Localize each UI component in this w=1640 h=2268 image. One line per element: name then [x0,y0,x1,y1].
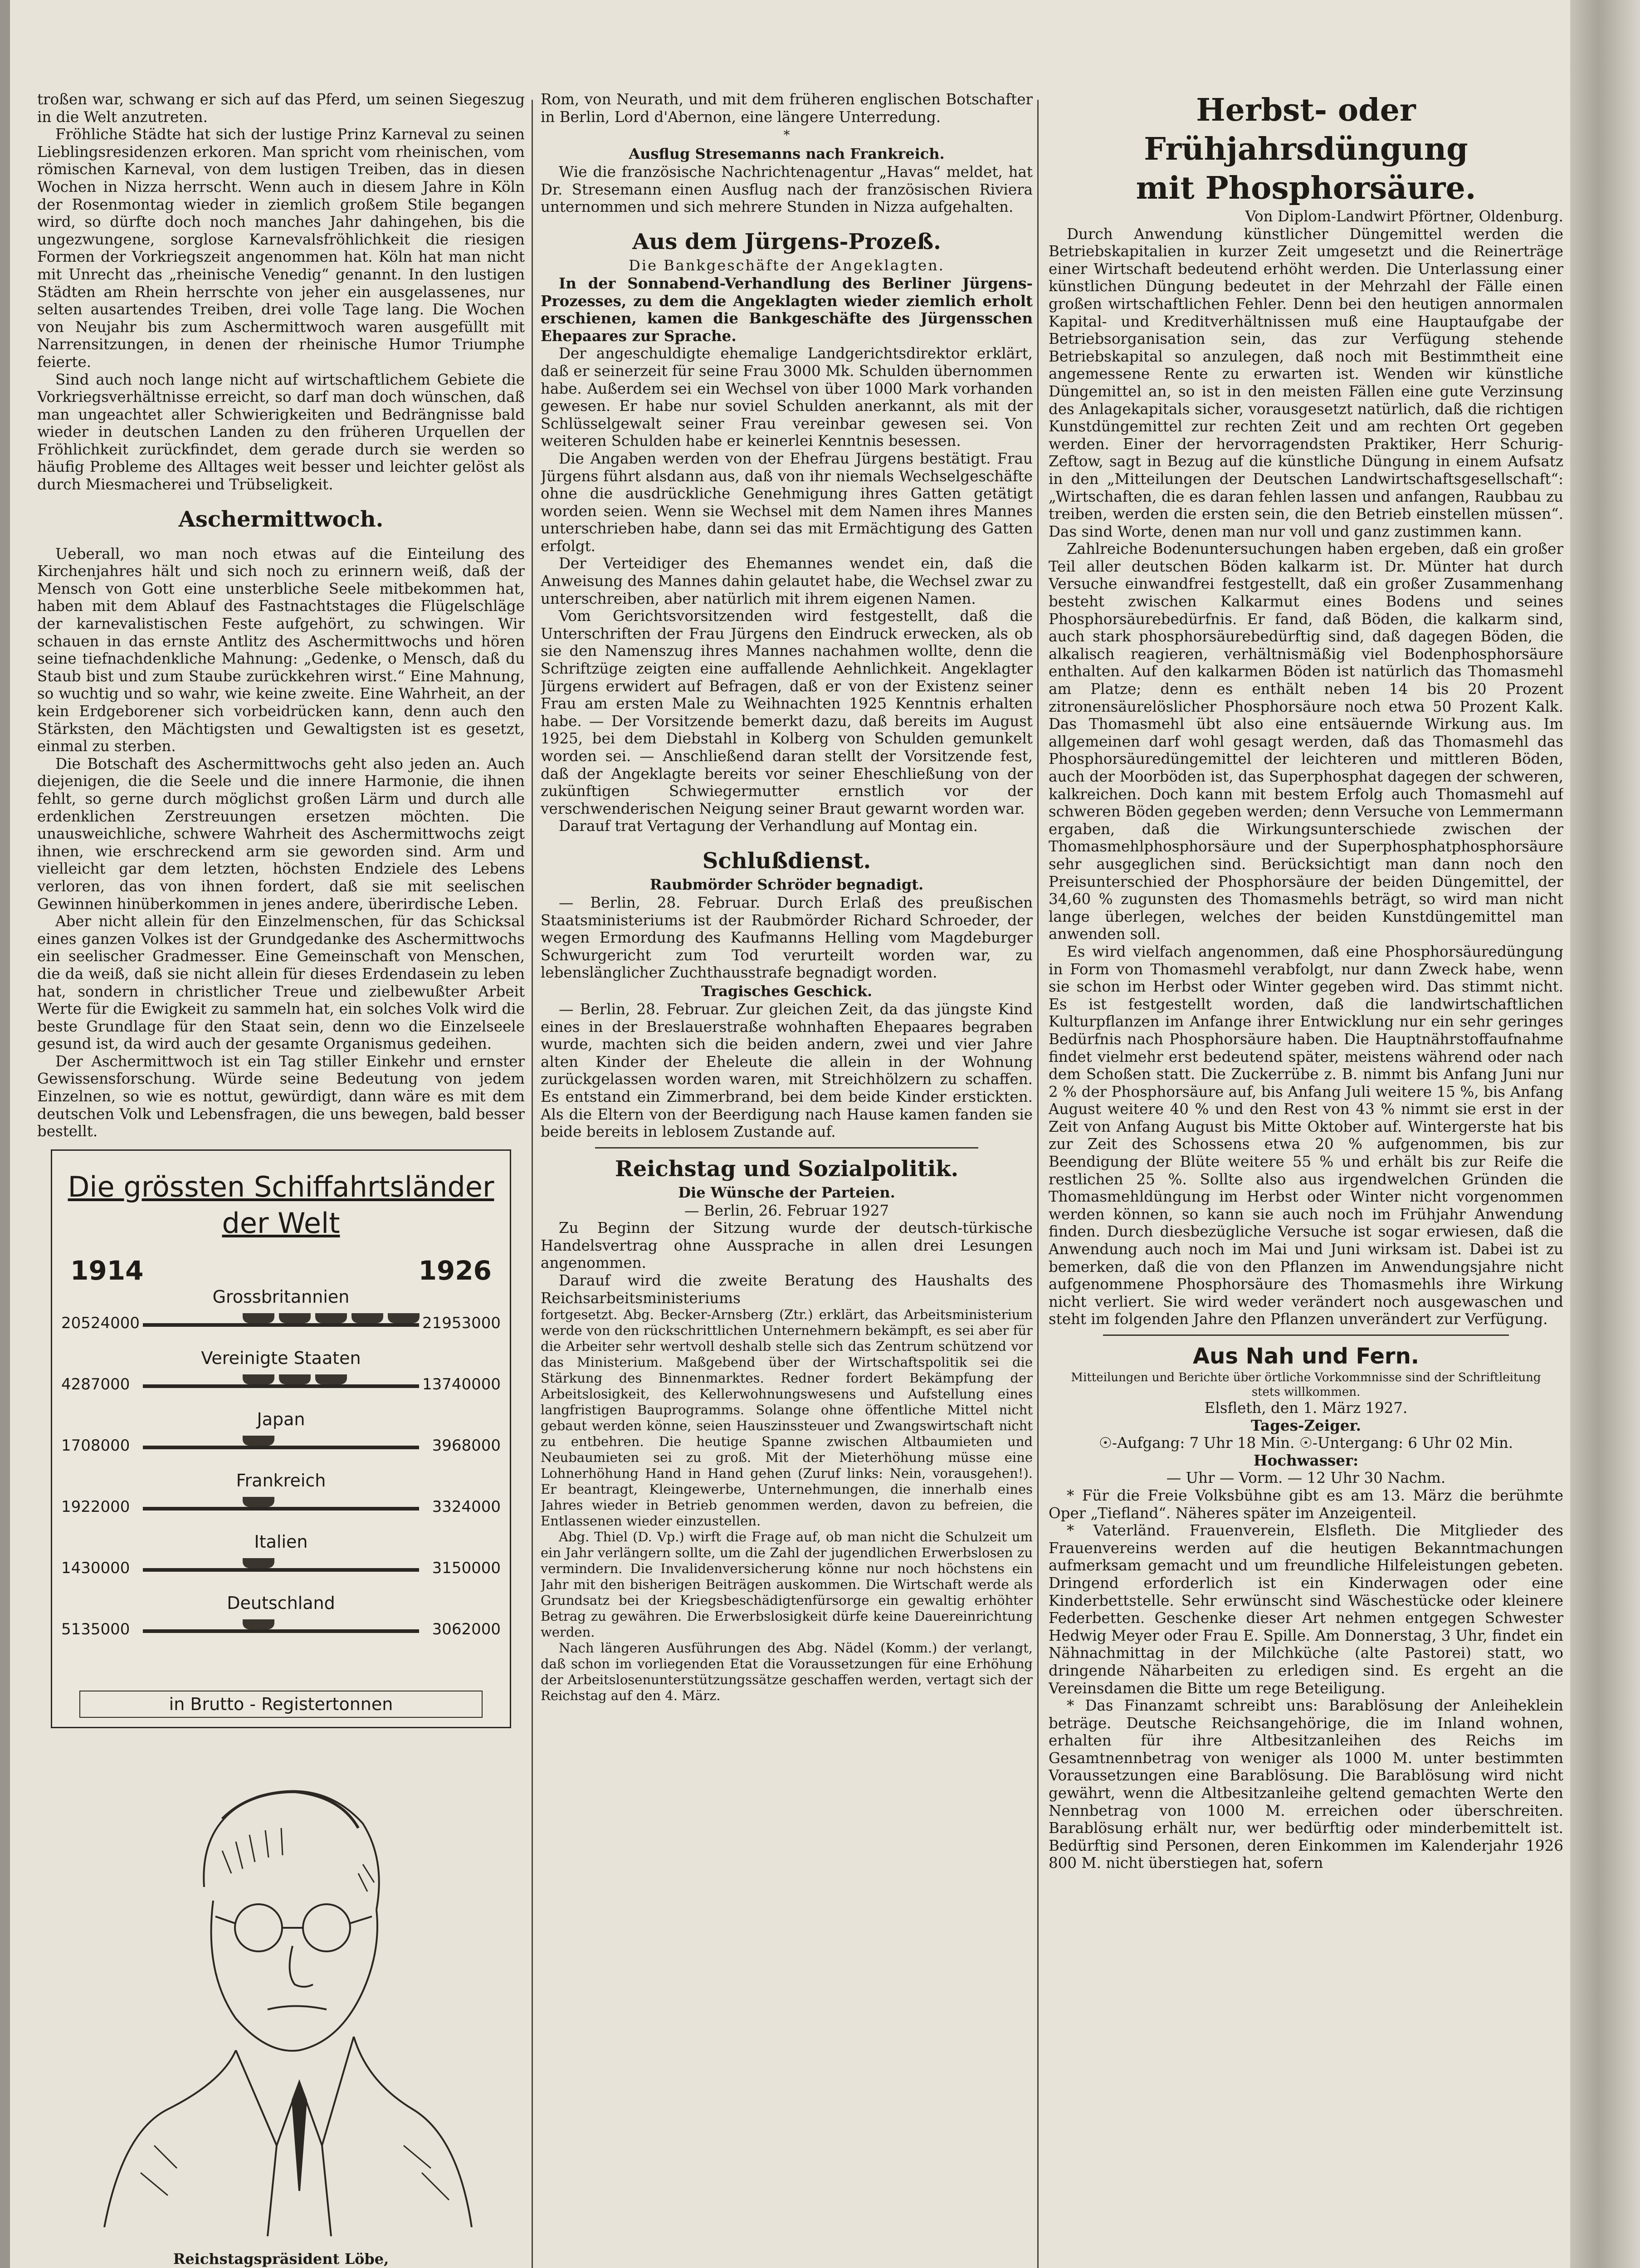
ship-icon [243,1313,274,1323]
ship-icon [243,1558,274,1568]
paragraph: Der Verteidiger des Ehemannes wendet ein, daß die Anweisung des Mannes dahin gelautet habe, die Wechsel zwar zu unterschreiben, aber natürlich mit ihrem eigenen Namen. [541,555,1033,607]
infographic-value-1926: 13740000 [422,1375,501,1393]
infographic-title [52,1169,510,1242]
column-rule [532,100,533,2268]
page-right-edge [1570,0,1640,2268]
newspaper-page [10,0,1570,2268]
paragraph: — Berlin, 28. Februar. Zur gleichen Zeit, da das jüngste Kind eines in der Breslauerstraße wohnhaften Ehepaares begraben wurde, machten sich die beiden andern, zwei und vier Jahre alten Kinder der Eheleute die allein in der Wohnung zurückgelassen worden waren, mit Streichhölzern zu schaffen. Es entstand ein Zimmerbrand, bei dem beide Kinder erstickten. Als die Eltern von der Beerdigung nach Hause kamen fanden sie beide bereits in leblosem Zustande auf. [541,1000,1033,1141]
paragraph: Rom, von Neurath, und mit dem früheren englischen Botschafter in Berlin, Lord d'Abernon, eine längere Unterredung. [541,91,1033,126]
paragraph: Wie die französische Nachrichtenagentur „Havas“ meldet, hat Dr. Stresemann einen Ausflug nach der französischen Riviera unternommen und sich mehrere Stunden in Nizza aufgehalten. [541,163,1033,216]
infographic-value-1914: 1708000 [61,1436,130,1455]
hochwasser-times: — Uhr — Vorm. — 12 Uhr 30 Nachm. [1166,1469,1446,1487]
infographic-waterline [143,1323,419,1327]
ship-icon [388,1313,420,1323]
paragraph: Darauf wird die zweite Beratung des Haushalts des Reichsarbeitsministeriums [541,1272,1033,1307]
separator-mark: * [783,127,790,143]
divider [1103,1334,1509,1336]
infographic-country-name: Italien [254,1531,308,1552]
paragraph: — Berlin, 28. Februar. Durch Erlaß des preußischen Staatsministeriums ist der Raubmörder Richard Schroeder, der wegen Ermordung des Kaufmanns Helling vom Magdeburger Schwurgericht zum Tod verurteilt worden war, zu lebenslänglicher Zuchthausstrafe begnadigt worden. [541,894,1033,982]
infographic-value-1926: 21953000 [422,1314,501,1332]
ship-icon [243,1436,274,1446]
tages-zeiger-heading: Tages-Zeiger. [1251,1416,1361,1434]
paragraph: Die Angaben werden von der Ehefrau Jürgens bestätigt. Frau Jürgens führt alsdann aus, daß von ihr niemals Wechselgeschäfte ohne die ausdrückliche Genehmigung ihres Gatten getätigt worden seien. Wenn sie Wechsel mit dem Namen ihres Mannes unterschrieben habe, dann sei das mit Ermächtigung des Gatten erfolgt. [541,450,1033,555]
ship-icon [315,1313,347,1323]
headline-schlussdienst: Schlußdienst. [702,848,871,874]
infographic-waterline [143,1507,419,1510]
lead-paragraph: In der Sonnabend-Verhandlung des Berliner Jürgens-Prozesses, zu dem die Angeklagten wieder ziemlich erholt erschienen, kamen die Bankgeschäfte des Jürgensschen Ehepaares zur Sprache. [541,274,1033,345]
infographic-waterline [143,1384,419,1388]
paragraph: Sind auch noch lange nicht auf wirtschaftlichem Gebiete die Vorkriegsverhältnisse erreicht, so darf man doch wünschen, daß man ungeachtet aller Schwierigkeiten und Bedrängnisse bald wieder in deutschen Landen zu den früheren Urquellen der Fröhlichkeit zurückfindet, dem gerade durch sie werden so häufig Probleme des Alltages weit besser und leichter gelöst als durch Miesmacherei und Trübseligkeit. [37,371,525,494]
infographic-value-1914: 1430000 [61,1559,130,1577]
paragraph: Ueberall, wo man noch etwas auf die Einteilung des Kirchenjahres hält und sich noch zu erinnern weiß, daß der Mensch von Gott eine unsterbliche Seele mitbekommen hat, haben mit dem Ablauf des Fastnachtstages die Flügelschläge der karnevalistischen Feste aufgehört, zu schwingen. Wir schauen in das ernste Antlitz des Aschermittwochs und hören seine tiefnachdenkliche Mahnung: „Gedenke, o Mensch, daß du Staub bist und zum Staube zurückkehren wirst.“ Eine Mahnung, so wuchtig und so wahr, wie keine zweite. Eine Wahrheit, an der kein Erdgeborener sich vorbeidrücken kann, denn auch den Stärksten, den Mächtigsten und Gewaltigsten ist es gesetzt, einmal zu sterben. [37,545,525,755]
paragraph: Darauf trat Vertagung der Verhandlung auf Montag ein. [559,817,978,835]
infographic-row [61,1471,501,1525]
headline-aschermittwoch: Aschermittwoch. [178,506,384,532]
paragraph: Der Aschermittwoch ist ein Tag stiller Einkehr und ernster Gewissensforschung. Würde seine Bedeutung von jedem Einzelnen, so wie es nottut, gewürdigt, dann wäre es mit dem deutschen Volk und Lebensfragen, die uns bewegen, bald besser bestellt. [37,1052,525,1140]
infographic-row [61,1409,501,1464]
paragraph: Nach längeren Ausführungen des Abg. Nädel (Komm.) der verlangt, daß schon im vorliegenden Etat die Voraussetzungen für eine Erhöhung der Arbeitslosenunterstützungssätze geschaffen werden, vertagt sich der Reichstag auf den 4. März. [541,1640,1033,1704]
infographic-country-name: Grossbritannien [212,1286,350,1307]
infographic-value-1914: 5135000 [61,1620,130,1638]
year-left: 1914 [70,1255,144,1286]
headline-raubmoerder: Raubmörder Schröder begnadigt. [649,875,924,893]
infographic-waterline [143,1568,419,1572]
year-right: 1926 [418,1255,492,1286]
column-1 [37,91,525,2268]
portrait-drawing [86,1737,476,2245]
subheadline-reichstag: Die Wünsche der Parteien. [678,1183,895,1201]
ship-icon [243,1497,274,1507]
paragraph: * Vaterländ. Frauenverein, Elsfleth. Die Mitglieder des Frauenvereins werden auf die heutigen Bekanntmachungen aufmerksam gemacht und um freundliche Hilfeleistungen gebeten. Dringend erforderlich ist ein Kinderwagen oder eine Kinderbettstelle. Sehr erwünscht sind Wäschestücke oder kleinere Federbetten. Geschenke dieser Art nehmen entgegen Schwester Hedwig Meyer oder Frau E. Spille. Am Donnerstag, 3 Uhr, findet ein Nähnachmittag in der Milchküche (alte Pastorei) statt, wo dringende Näharbeiten zu erledigen sind. Es ergeht an die Vereinsdamen die Bitte um rege Beteiligung. [1049,1522,1563,1697]
paragraph: Der angeschuldigte ehemalige Landgerichtsdirektor erklärt, daß er seinerzeit für seine Frau 3000 Mk. Schulden übernommen habe. Außerdem sei ein Wechsel von über 1000 Mark vorhanden gewesen. Er habe nur soviel Schulden anerkannt, als mit der Schlüsselgewalt seiner Frau vereinbar gewesen sei. Von weiteren Schulden habe er keinerlei Kenntnis besessen. [541,345,1033,450]
headline-duengung-line1: Herbst- oder Frühjahrsdüngung [1144,92,1468,167]
infographic-footer: in Brutto - Registertonnen [79,1691,483,1718]
infographic-value-1926: 3150000 [432,1559,501,1577]
infographic-country-name: Deutschland [227,1593,335,1613]
infographic-value-1914: 20524000 [61,1314,140,1332]
headline-reichstag: Reichstag und Sozialpolitik. [615,1156,959,1182]
dateline: Elsfleth, den 1. März 1927. [1204,1399,1408,1417]
infographic-country-name: Frankreich [236,1470,326,1491]
paragraph: troßen war, schwang er sich auf das Pferd, um seinen Siegeszug in die Welt anzutreten. [37,91,525,126]
column-2 [541,91,1033,2268]
infographic-value-1926: 3968000 [432,1436,501,1455]
ship-icon [279,1374,311,1384]
portrait-illustration [86,1737,476,2245]
page-binding-edge [0,0,10,2268]
headline-juergens: Aus dem Jürgens-Prozeß. [632,229,941,254]
paragraph: fortgesetzt. Abg. Becker-Arnsberg (Ztr.) erklärt, das Arbeitsministerium werde von den rückschrittlichen Unternehmern bekämpft, es sei aber für die Arbeiter sehr wertvoll deshalb stelle sich das Zentrum schützend vor das Ministerium. Maßgebend über der Wirtschaftspolitik sei die Stärkung des Binnenmarktes. Redner fordert Bekämpfung der Arbeitslosigkeit, des Kellerwohnungswesens und Aufstellung eines langfristigen Bauprogramms. Solange ohne öffentliche Mittel nicht gebaut werden könne, seien Hauszinssteuer und Zwangswirtschaft nicht zu entbehren. Die heutige Spanne zwischen Altbaumieten und Neubaumieten sei zu groß. Mit der Mieterhöhung müsse eine Lohnerhöhung Hand in Hand gehen (Zuruf links: Nein, vorausgehen!). Er beantragt, Kleingewerbe, Unternehmungen, die innerhalb eines Jahres wieder in Betrieb genommen werden, davon zu befreien, die Entlassenen wieder einzustellen. [541,1307,1033,1529]
sun-times: ☉-Aufgang: 7 Uhr 18 Min. ☉-Untergang: 6 Uhr 02 Min. [1098,1434,1513,1452]
paragraph: Durch Anwendung künstlicher Düngemittel werden die Betriebskapitalien in kurzer Zeit umgesetzt und die Reinerträge einer Wirtschaft bedeutend erhöht werden. Die Unterlassung einer künstlichen Düngung bedeutet in der Mehrzahl der Fälle einen großen wirtschaftlichen Fehler. Denn bei den heutigen annormalen Kapital- und Kreditverhältnissen muß eine Hauptaufgabe der Betriebsorganisation sein, das zur Verfügung stehende Betriebskapital so anzulegen, daß noch mit Bestimmtheit eine angemessene Rente zu erwarten ist. Wenden wir künstliche Düngemittel an, so ist in den meisten Fällen eine gute Verzinsung des Anlagekapitals sicher, vorausgesetzt natürlich, daß die richtigen Kunstdüngemittel zur rechten Zeit und am rechten Ort gegeben werden. Einer der hervorragendsten Praktiker, Herr Schurig-Zeftow, sagt in Bezug auf die künstliche Düngung in einem Aufsatz in den „Mitteilungen der Deutschen Landwirtschaftsgesellschaft“: „Wirtschaften, die es daran fehlen lassen und anfangen, Raubbau zu treiben, werden die ersten sein, die den Betrieb einstellen müssen“. Das sind Worte, denen man nur voll und ganz zustimmen kann. [1049,225,1563,540]
infographic-row [61,1348,501,1403]
infographic-waterline [143,1446,419,1449]
subheadline-nah: Mitteilungen und Berichte über örtliche Vorkommnisse sind der Schriftleitung stets willkommen. [1071,1371,1541,1399]
ship-icon [243,1374,274,1384]
divider [595,1147,978,1149]
headline-ausflug: Ausflug Stresemanns nach Frankreich. [629,145,945,163]
infographic-value-1914: 4287000 [61,1375,130,1393]
infographic-title-line2: der Welt [222,1206,340,1240]
paragraph: Zu Beginn der Sitzung wurde der deutsch-türkische Handelsvertrag ohne Aussprache in allen drei Lesungen angenommen. [541,1219,1033,1272]
paragraph: Aber nicht allein für den Einzelmenschen, für das Schicksal eines ganzen Volkes ist der Grundgedanke des Aschermittwochs ein seelischer Gradmesser. Eine Gemeinschaft von Menschen, die da weiß, daß sie nicht allein für dieses Erdendasein zu leben hat, sondern in christlicher Treue und zielbewußter Arbeit Werte für die Ewigkeit zu sammeln hat, ein solches Volk wird die beste Grundlage für den Staat sein, denn wo die Einzelseele gesund ist, da wird auch der gesamte Organismus gedeihen. [37,913,525,1053]
infographic-country-name: Japan [257,1409,305,1429]
headline-aus-nah-und-fern: Aus Nah und Fern. [1193,1344,1419,1369]
paragraph: Fröhliche Städte hat sich der lustige Prinz Karneval zu seinen Lieblingsresidenzen erkoren. Man spricht vom rheinischen, vom römischen Karneval, von dem lustigen Treiben, das in diesen Wochen in Nizza herrscht. Wenn auch in diesem Jahre in Köln der Rosenmontag wieder in ziemlich großem Stile begangen wird, so dürfte doch noch manches Jahr dahingehen, bis die ungezwungene, sorglose Karnevalsfröhlichkeit die riesigen Formen der Vorkriegszeit angenommen hat. Köln hat man nicht mit Unrecht das „rheinische Venedig“ genannt. In den lustigen Städten am Rhein herrschte von jeher ein ausgelassenes, nur selten ausartendes Treiben, drei volle Tage lang. Die Wochen von Neujahr bis zum Aschermittwoch waren ausgefüllt mit Narrensitzungen, in denen der rheinische Humor Triumphe feierte. [37,126,525,371]
column-3 [1049,91,1563,2268]
subheadline-juergens: Die Bankgeschäfte der Angeklagten. [629,256,945,274]
infographic-value-1926: 3324000 [432,1497,501,1516]
infographic-country-name: Vereinigte Staaten [201,1348,361,1368]
paragraph: * Für die Freie Volksbühne gibt es am 13. März die berühmte Oper „Tiefland“. Näheres später im Anzeigenteil. [1049,1486,1563,1522]
shipping-nations-infographic [51,1149,511,1728]
paragraph: * Das Finanzamt schreibt uns: Barablösung der Anleiheklein beträge. Deutsche Reichsangehörige, die im Inland wohnen, erhalten für ihre Altbesitzanleihen des Reichs im Gesamtnennbetrag von weniger als 1000 M. unter bestimmten Voraussetzungen eine Barablösung. Die Barablösung wird nicht gewährt, wenn die Altbesitzanleihe geltend gemachten Werte den Nennbetrag von 1000 M. erreichen oder überschreiten. Barablösung erhält nur, wer bedürftig oder minderbemittelt ist. Bedürftig sind Personen, deren Einkommen im Kalenderjahr 1926 800 M. nicht überstiegen hat, sofern [1049,1697,1563,1872]
headline-tragisch: Tragisches Geschick. [701,982,873,1000]
headline-duengung-line2: mit Phosphorsäure. [1136,170,1476,206]
dateline: — Berlin, 26. Februar 1927 [684,1202,889,1219]
ship-icon [279,1313,311,1323]
ship-icon [351,1313,383,1323]
paragraph: Vom Gerichtsvorsitzenden wird festgestellt, daß die Unterschriften der Frau Jürgens den Eindruck erwecken, als ob sie den Namenszug ihres Mannes nachahmen wollte, denn die Schriftzüge zeigten eine auffallende Aehnlichkeit. Angeklagter Jürgens erwidert auf Befragen, daß er von der Existenz seiner Frau am ersten Male zu Weihnachten 1925 Kenntnis erhalten habe. — Der Vorsitzende bemerkt dazu, daß bereits im August 1925, bei dem Diebstahl in Kolberg von Schulden gemunkelt worden sei. — Anschließend daran stellt der Vorsitzende fest, daß der Angeklagte bereits vor seiner Eheschließung von der zukünftigen Schwiegermutter ernstlich vor der verschwenderischen Neigung seiner Braut gewarnt worden war. [541,607,1033,817]
paragraph: Zahlreiche Bodenuntersuchungen haben ergeben, daß ein großer Teil aller deutschen Böden kalkarm ist. Dr. Münter hat durch Versuche einwandfrei festgestellt, daß ein großer Zusammenhang besteht zwischen Kalkarmut eines Bodens und seines Phosphorsäurebedürfnis. Er fand, daß Böden, die kalkarm sind, auch stark phosphorsäurebedürftig sind, daß dagegen Böden, die alkalisch reagieren, verhältnismäßig viel Bodenphosphorsäure enthalten. Auf den kalkarmen Böden ist natürlich das Thomasmehl am Platze; denn es enthält neben 14 bis 20 Prozent zitronensäurelöslicher Phosphorsäure noch etwa 50 Prozent Kalk. Das Thomasmehl übt also eine entsäuernde Wirkung aus. Im allgemeinen darf wohl gesagt werden, daß das Thomasmehl das Phosphorsäuredüngemittel der leichteren und mittleren Böden, auch der Moorböden ist, das Superphosphat dagegen der schweren, kalkreichen. Doch kann mit bestem Erfolg auch Thomasmehl auf schweren Böden gegeben werden; denn Versuche von Lemmermann ergaben, daß die Wirkungsunterschiede zwischen der Thomasmehlphosphorsäure und der Superphosphatphosphorsäure sehr ausgeglichen sind. Berücksichtigt man dann noch den Preisunterschied der Phosphorsäure der beiden Düngemittel, der 34,60 % zugunsten des Thomasmehls beträgt, so wird man nicht lange überlegen, welches der beiden Kunstdüngemittel man anwenden soll. [1049,540,1563,943]
infographic-title-line1: Die grössten Schiffahrtsländer [68,1170,494,1203]
paragraph: Die Botschaft des Aschermittwochs geht also jeden an. Auch diejenigen, die die Seele und die innere Harmonie, die ihnen fehlt, so gerne durch möglichst großen Lärm und durch alle erdenklichen Zerstreuungen ersetzen möchten. Die unausweichliche, schwere Wahrheit des Aschermittwochs zeigt ihnen, wie erschreckend arm sie geworden sind. Arm und vielleicht gar dem letzten, höchsten Endziele des Lebens verloren, das von ihnen fordert, daß sie mit seelischen Gewinnen hinüberkommen in jenes andere, überirdische Leben. [37,755,525,913]
infographic-row [61,1532,501,1586]
ship-icon [243,1619,274,1629]
column-rule [1037,100,1039,2268]
portrait-caption-title: Reichstagspräsident Löbe, [173,2250,389,2268]
infographic-value-1926: 3062000 [432,1620,501,1638]
infographic-row [61,1593,501,1647]
ship-icon [315,1374,347,1384]
paragraph: Es wird vielfach angenommen, daß eine Phosphorsäuredüngung in Form von Thomasmehl verabfolgt, nur dann Zweck habe, wenn sie schon im Herbst oder Winter gegeben wird. Das stimmt nicht. Es ist festgestellt worden, daß die landwirtschaftlichen Kulturpflanzen im Anfange ihrer Entwicklung nur ein sehr geringes Bedürfnis nach Phosphorsäure haben. Die Hauptnährstoffaufnahme findet vielmehr erst bedeutend später, meistens während oder nach dem Schoßen statt. Die Zuckerrübe z. B. nimmt bis Anfang Juni nur 2 % der Phosphorsäure auf, bis Anfang Juli weitere 15 %, bis Anfang August weitere 40 % und den Rest von 43 % nimmt sie erst in der Zeit von Anfang August bis Mitte Oktober auf. Wintergerste hat bis zur Zeit des Schossens etwa 20 % aufgenommen, bis zur Beendigung der Blüte weitere 55 % und erhält bis zur Reife die restlichen 25 %. Sollte also aus irgendwelchen Gründen die Thomasmehldüngung im Herbst oder Winter nicht vorgenommen werden können, so kann sie auch noch im Frühjahr Anwendung finden. Durch diesbezügliche Versuche ist sogar erwiesen, daß die Anwendung auch noch im Mai und Juni wirksam ist. Dabei ist zu bemerken, daß die von den Pflanzen im Anwendungsjahre nicht aufgenommene Phosphorsäure des Thomasmehls ihre Wirkung nicht verliert. Sie wird weder verändert noch ausgewaschen und steht im folgenden Jahre den Pflanzen unverändert zur Verfügung. [1049,943,1563,1328]
infographic-value-1914: 1922000 [61,1497,130,1516]
infographic-waterline [143,1629,419,1633]
paragraph: Abg. Thiel (D. Vp.) wirft die Frage auf, ob man nicht die Schulzeit um ein Jahr verlängern sollte, um die Zahl der jugendlichen Erwerbslosen zu vermindern. Die Invalidenversicherung könne nur noch höchstens ein Jahr mit den bisherigen Beiträgen auskommen. Die Wirtschaft werde als Grundsatz bei der Kriegsbeschädigtenfürsorge ein gewaltig erhöhter Betrag zu gewähren. Die Erwerbslosigkeit dürfe keine Dauereinrichtung werden. [541,1529,1033,1640]
author-byline: Von Diplom-Landwirt Pförtner, Oldenburg. [1245,208,1563,225]
hochwasser-heading: Hochwasser: [1253,1451,1359,1469]
infographic-row [61,1287,501,1341]
